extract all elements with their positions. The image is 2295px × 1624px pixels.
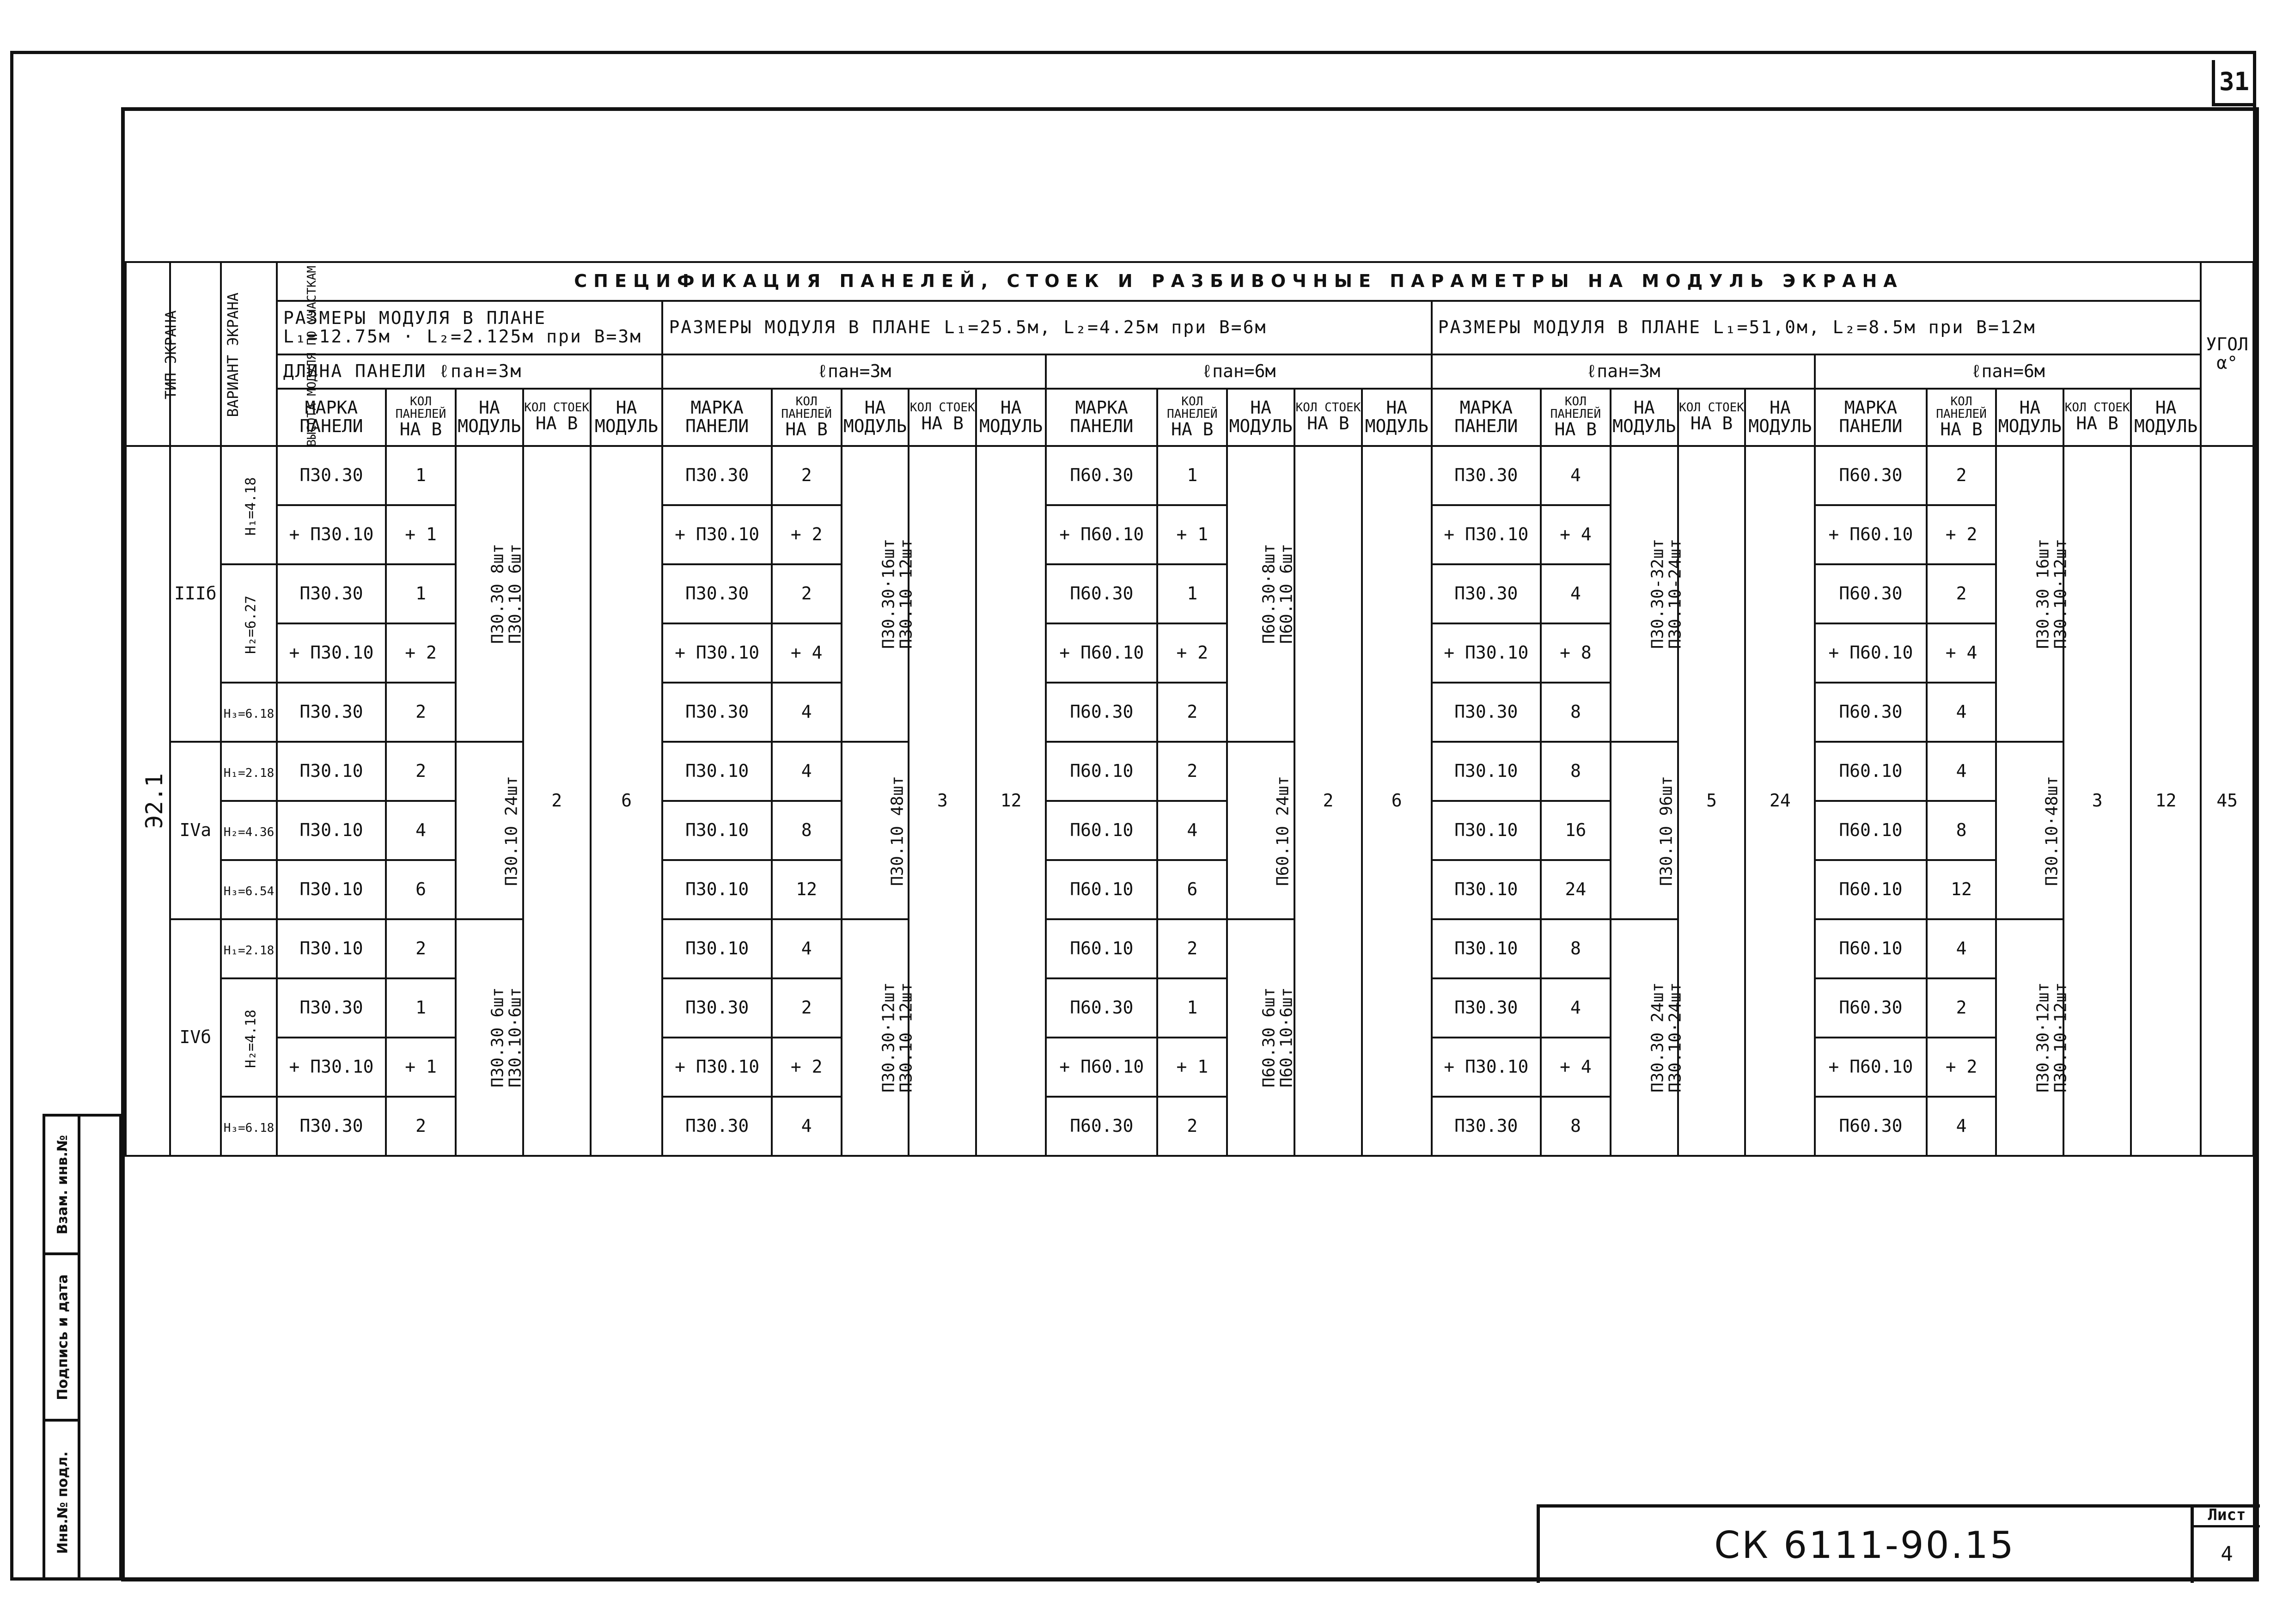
stoyki-na-b-g5: 3 bbox=[2063, 446, 2131, 1156]
stoyki-na-modul-g1: 6 bbox=[591, 446, 663, 1156]
kol-na-b-cell: 4 bbox=[772, 683, 842, 742]
marka-cell: П30.30 bbox=[277, 683, 386, 742]
kol-na-b-cell: + 4 bbox=[772, 623, 842, 683]
marka-cell: П60.10 bbox=[1046, 860, 1157, 919]
height-0-0 bbox=[221, 446, 277, 564]
stoyki-na-b-g4: 5 bbox=[1678, 446, 1746, 1156]
kol-pan-na-b-g1 bbox=[386, 389, 456, 446]
marka-cell: П60.30 bbox=[1815, 683, 1926, 742]
sheet-label: Лист bbox=[2194, 1504, 2260, 1527]
stoyki-na-modul-g5: 12 bbox=[2131, 446, 2201, 1156]
side-stamp bbox=[43, 1114, 122, 1581]
header-angle-col: УГОЛ α° bbox=[2201, 262, 2253, 446]
modul-b: П30.10·6шт bbox=[506, 987, 525, 1088]
stoyki-na-modul-g4: 24 bbox=[1745, 446, 1815, 1156]
modul-text bbox=[1261, 988, 1296, 1088]
modul-a: П30.10·48шт bbox=[2042, 775, 2062, 886]
kol-na-b-cell: + 2 bbox=[772, 1038, 842, 1097]
modul-text bbox=[1649, 539, 1684, 649]
kol-na-b-cell: 2 bbox=[1157, 742, 1227, 801]
kol-na-b-cell: 2 bbox=[1927, 446, 1996, 505]
height-text: H₂=4.18 bbox=[243, 1009, 259, 1068]
kol-st-na-b-g1 bbox=[523, 389, 591, 446]
group2-header: РАЗМЕРЫ МОДУЛЯ В ПЛАНЕ L₁=25.5м, L₂=4.25м при В=6м bbox=[662, 301, 1431, 354]
kol-na-b-cell: 1 bbox=[1157, 978, 1227, 1038]
kol-na-b-cell: 2 bbox=[386, 683, 456, 742]
marka-cell: П60.30 bbox=[1046, 1097, 1157, 1156]
kol-st-na-b-g3 bbox=[1294, 389, 1362, 446]
stamp-podpis-data: Подпись и дата bbox=[45, 1255, 80, 1422]
angle-value: 45 bbox=[2201, 446, 2253, 1156]
marka-cell: П30.10 bbox=[277, 742, 386, 801]
modul-b: П60.10·6шт bbox=[1277, 987, 1296, 1088]
na-b-label: НА В bbox=[399, 419, 442, 440]
stoyki-na-b-g2: 3 bbox=[909, 446, 976, 1156]
kol-na-b-cell: 2 bbox=[772, 564, 842, 623]
modul-g1-2 bbox=[456, 919, 523, 1156]
kol-stoek-label-g1: КОЛ СТОЕК bbox=[524, 401, 590, 415]
kol-na-b-cell: 2 bbox=[1157, 683, 1227, 742]
kol-na-b-cell: 8 bbox=[1927, 801, 1996, 860]
kol-na-b-cell: 2 bbox=[386, 1097, 456, 1156]
modul-g5-0 bbox=[1996, 446, 2070, 742]
modul-a: П30.30-32шт bbox=[1648, 538, 1667, 649]
kol-na-b-cell: 8 bbox=[772, 801, 842, 860]
kol-stoek-label-g4: КОЛ СТОЕК bbox=[1679, 401, 1744, 415]
marka-header-g5: МАРКА ПАНЕЛИ bbox=[1815, 389, 1926, 446]
modul-a: П30.30 24шт bbox=[1648, 982, 1667, 1093]
height-text: H₁=2.18 bbox=[223, 944, 275, 958]
kol-na-b-cell: 2 bbox=[1927, 978, 1996, 1038]
marka-cell: П60.10 bbox=[1815, 742, 1926, 801]
group3-header: РАЗМЕРЫ МОДУЛЯ В ПЛАНЕ L₁=51,0м, L₂=8.5м при В=12м bbox=[1432, 301, 2201, 354]
height-1-0 bbox=[221, 742, 277, 801]
kol-na-b-cell: 8 bbox=[1541, 919, 1611, 978]
marka-cell: П60.10 bbox=[1815, 860, 1926, 919]
marka-cell: П30.30 bbox=[277, 564, 386, 623]
variant-name-2: IVб bbox=[170, 919, 221, 1156]
marka-cell: П60.10 bbox=[1046, 801, 1157, 860]
modul-b: П30.10·12шт bbox=[2051, 982, 2070, 1093]
marka-cell: + П30.10 bbox=[1432, 623, 1541, 683]
kol-na-b-cell: + 2 bbox=[772, 505, 842, 564]
kol-na-b-cell: 8 bbox=[1541, 742, 1611, 801]
marka-cell: П60.10 bbox=[1046, 742, 1157, 801]
marka-cell: П60.30 bbox=[1815, 564, 1926, 623]
modul-b: П30.10 6шт bbox=[506, 543, 525, 644]
marka-cell: П60.10 bbox=[1815, 801, 1926, 860]
modul-text bbox=[880, 983, 915, 1093]
marka-cell: П60.30 bbox=[1815, 1097, 1926, 1156]
kol-st-na-modul-g5: НА МОДУЛЬ bbox=[2131, 389, 2201, 446]
modul-text bbox=[889, 776, 906, 886]
na-b-label: НА В bbox=[1690, 413, 1733, 433]
kol-na-b-cell: + 1 bbox=[386, 1038, 456, 1097]
kol-na-b-cell: 16 bbox=[1541, 801, 1611, 860]
kol-na-b-cell: 2 bbox=[772, 446, 842, 505]
modul-g2-1 bbox=[842, 742, 909, 919]
na-b-label: НА В bbox=[535, 413, 578, 433]
marka-cell: П30.30 bbox=[1432, 564, 1541, 623]
kol-na-b-cell: + 2 bbox=[1157, 623, 1227, 683]
marka-cell: + П60.10 bbox=[1815, 1038, 1926, 1097]
kol-st-na-modul-g4: НА МОДУЛЬ bbox=[1745, 389, 1815, 446]
type-value bbox=[126, 446, 170, 1156]
marka-cell: П30.10 bbox=[662, 919, 771, 978]
table-title: СПЕЦИФИКАЦИЯ ПАНЕЛЕЙ, СТОЕК И РАЗБИВОЧНЫЕ ПАРАМЕТРЫ НА МОДУЛЬ ЭКРАНА bbox=[277, 262, 2201, 301]
marka-cell: П60.30 bbox=[1815, 446, 1926, 505]
kol-st-na-b-g4 bbox=[1678, 389, 1746, 446]
marka-cell: П60.30 bbox=[1046, 978, 1157, 1038]
modul-text bbox=[2044, 776, 2061, 886]
modul-a: П30.30 6шт bbox=[488, 987, 507, 1088]
modul-b: П30.10-24шт bbox=[1666, 538, 1685, 649]
modul-a: П30.30·12шт bbox=[2033, 982, 2053, 1093]
modul-a: П30.30·12шт bbox=[879, 982, 898, 1093]
header-type-col: ТИП ЭКРАНА bbox=[126, 262, 170, 446]
modul-text bbox=[2035, 539, 2070, 649]
marka-cell: + П30.10 bbox=[277, 1038, 386, 1097]
na-b-label: НА В bbox=[2076, 413, 2118, 433]
modul-g5-2 bbox=[1996, 919, 2070, 1156]
modul-text bbox=[489, 988, 525, 1088]
modul-text bbox=[1658, 776, 1675, 886]
kol-na-b-cell: 4 bbox=[1541, 978, 1611, 1038]
height-text: H₁=4.18 bbox=[243, 477, 259, 536]
height-2-1 bbox=[221, 978, 277, 1097]
kol-na-b-cell: 24 bbox=[1541, 860, 1611, 919]
marka-cell: П30.30 bbox=[1432, 683, 1541, 742]
na-b-label: НА В bbox=[1307, 413, 1349, 433]
kol-pan-na-modul-g1: НА МОДУЛЬ bbox=[456, 389, 523, 446]
marka-cell: П30.10 bbox=[1432, 801, 1541, 860]
modul-b: П30.10 12шт bbox=[896, 982, 916, 1093]
height-1-1 bbox=[221, 801, 277, 860]
marka-cell: П30.30 bbox=[277, 978, 386, 1038]
variant-name-1: IVа bbox=[170, 742, 221, 919]
kol-stoek-label-g3: КОЛ СТОЕК bbox=[1295, 401, 1361, 415]
kol-na-b-cell: 4 bbox=[772, 919, 842, 978]
modul-text bbox=[1261, 544, 1296, 644]
len-g3: ℓпан=6м bbox=[1046, 354, 1432, 389]
modul-g2-0 bbox=[842, 446, 916, 742]
marka-cell: П30.10 bbox=[1432, 742, 1541, 801]
marka-cell: П30.10 bbox=[662, 860, 771, 919]
kol-pan-na-b-g5 bbox=[1927, 389, 1996, 446]
marka-cell: + П30.10 bbox=[662, 623, 771, 683]
kol-na-b-cell: 2 bbox=[1157, 919, 1227, 978]
stoyki-na-b-g3: 2 bbox=[1294, 446, 1362, 1156]
marka-cell: + П60.10 bbox=[1046, 623, 1157, 683]
kol-na-b-cell: + 2 bbox=[1927, 505, 1996, 564]
kol-na-b-cell: + 4 bbox=[1541, 505, 1611, 564]
top-sheet-number: 31 bbox=[2212, 60, 2253, 106]
kol-stoek-label-g5: КОЛ СТОЕК bbox=[2064, 401, 2130, 415]
header-variant-col: ВАРИАНТ ЭКРАНА bbox=[170, 262, 221, 446]
kol-na-b-cell: 6 bbox=[386, 860, 456, 919]
modul-text bbox=[1649, 983, 1684, 1093]
marka-cell: + П30.10 bbox=[662, 1038, 771, 1097]
kol-na-b-cell: + 4 bbox=[1927, 623, 1996, 683]
modul-a: П60.30·8шт bbox=[1259, 543, 1279, 644]
kol-na-b-cell: 12 bbox=[1927, 860, 1996, 919]
kol-pan-na-b-g2 bbox=[772, 389, 842, 446]
kol-na-b-cell: + 2 bbox=[1927, 1038, 1996, 1097]
kol-na-b-cell: 4 bbox=[1541, 564, 1611, 623]
height-0-2 bbox=[221, 683, 277, 742]
kol-paneley-label-g4: КОЛ ПАНЕЛЕЙ bbox=[1550, 394, 1601, 421]
kol-paneley-label-g1: КОЛ ПАНЕЛЕЙ bbox=[395, 394, 446, 421]
height-2-2 bbox=[221, 1097, 277, 1156]
marka-cell: П30.30 bbox=[662, 683, 771, 742]
kol-st-na-b-g5 bbox=[2063, 389, 2131, 446]
modul-b: П30.10·12шт bbox=[2051, 538, 2070, 649]
marka-cell: + П30.10 bbox=[277, 505, 386, 564]
kol-na-b-cell: 1 bbox=[1157, 564, 1227, 623]
marka-cell: П30.10 bbox=[1432, 860, 1541, 919]
kol-pan-na-b-g3 bbox=[1157, 389, 1227, 446]
modul-g3-0 bbox=[1227, 446, 1294, 742]
modul-g4-1 bbox=[1611, 742, 1678, 919]
modul-a: П30.30 16шт bbox=[2033, 538, 2053, 649]
modul-g3-1 bbox=[1227, 742, 1294, 919]
kol-na-b-cell: 4 bbox=[1927, 1097, 1996, 1156]
marka-cell: П60.10 bbox=[1815, 919, 1926, 978]
modul-b: П60.10 6шт bbox=[1277, 543, 1296, 644]
modul-a: П30.10 48шт bbox=[887, 775, 907, 886]
stoyki-na-modul-g3: 6 bbox=[1362, 446, 1432, 1156]
marka-cell: П30.10 bbox=[1432, 919, 1541, 978]
height-0-1 bbox=[221, 564, 277, 683]
modul-a: П60.10 24шт bbox=[1273, 775, 1293, 886]
marka-cell: П30.30 bbox=[277, 446, 386, 505]
kol-na-b-cell: 2 bbox=[1157, 1097, 1227, 1156]
modul-b: П30.10 12шт bbox=[896, 538, 916, 649]
modul-g1-0 bbox=[456, 446, 523, 742]
len-g1: ДЛИНА ПАНЕЛИ ℓпан=3м bbox=[277, 354, 663, 389]
kol-na-b-cell: 12 bbox=[772, 860, 842, 919]
kol-pan-na-modul-g4: НА МОДУЛЬ bbox=[1611, 389, 1678, 446]
kol-na-b-cell: 1 bbox=[386, 564, 456, 623]
sheet-cell bbox=[2191, 1504, 2260, 1583]
kol-na-b-cell: 4 bbox=[386, 801, 456, 860]
type-value-text: Э2.1 bbox=[140, 773, 168, 829]
na-b-label: НА В bbox=[921, 413, 964, 433]
kol-na-b-cell: + 2 bbox=[386, 623, 456, 683]
modul-g1-1 bbox=[456, 742, 523, 919]
height-text: H₁=2.18 bbox=[223, 766, 275, 781]
modul-g3-2 bbox=[1227, 919, 1294, 1156]
kol-na-b-cell: 4 bbox=[772, 742, 842, 801]
stoyki-na-b-g1: 2 bbox=[523, 446, 591, 1156]
height-2-0 bbox=[221, 919, 277, 978]
kol-st-na-modul-g1: НА МОДУЛЬ bbox=[591, 389, 663, 446]
kol-pan-na-modul-g5: НА МОДУЛЬ bbox=[1996, 389, 2063, 446]
kol-na-b-cell: 2 bbox=[772, 978, 842, 1038]
modul-a: П30.30 8шт bbox=[488, 543, 507, 644]
kol-na-b-cell: 8 bbox=[1541, 1097, 1611, 1156]
modul-a: П30.10 96шт bbox=[1657, 775, 1676, 886]
kol-st-na-modul-g2: НА МОДУЛЬ bbox=[976, 389, 1046, 446]
kol-na-b-cell: + 1 bbox=[386, 505, 456, 564]
kol-na-b-cell: 4 bbox=[1927, 742, 1996, 801]
len-g2: ℓпан=3м bbox=[662, 354, 1046, 389]
height-text: H₂=4.36 bbox=[223, 825, 275, 840]
modul-a: П30.30·16шт bbox=[879, 538, 898, 649]
kol-na-b-cell: 2 bbox=[386, 919, 456, 978]
kol-st-na-modul-g3: НА МОДУЛЬ bbox=[1362, 389, 1432, 446]
kol-na-b-cell: 4 bbox=[1927, 683, 1996, 742]
kol-na-b-cell: 2 bbox=[1927, 564, 1996, 623]
modul-text bbox=[489, 544, 525, 644]
modul-g5-1 bbox=[1996, 742, 2063, 919]
kol-na-b-cell: 2 bbox=[386, 742, 456, 801]
marka-cell: П60.30 bbox=[1046, 683, 1157, 742]
kol-na-b-cell: 1 bbox=[386, 446, 456, 505]
marka-cell: + П30.10 bbox=[662, 505, 771, 564]
stamp-vzam-inv: Взам. инв.№ bbox=[45, 1117, 80, 1255]
header-height-col: ВЫСОТА МОДУЛЯ ПО УЧАСТКАМ bbox=[221, 262, 277, 446]
marka-header-g2: МАРКА ПАНЕЛИ bbox=[662, 389, 771, 446]
kol-na-b-cell: + 4 bbox=[1541, 1038, 1611, 1097]
kol-na-b-cell: + 1 bbox=[1157, 505, 1227, 564]
height-text: H₃=6.54 bbox=[223, 885, 275, 899]
marka-cell: П30.30 bbox=[277, 1097, 386, 1156]
marka-cell: П30.30 bbox=[662, 978, 771, 1038]
marka-cell: П30.10 bbox=[277, 801, 386, 860]
sheet-value: 4 bbox=[2221, 1542, 2233, 1566]
modul-text bbox=[503, 776, 520, 886]
marka-cell: П30.30 bbox=[662, 564, 771, 623]
kol-na-b-cell: 6 bbox=[1157, 860, 1227, 919]
kol-na-b-cell: 4 bbox=[1927, 919, 1996, 978]
kol-paneley-label-g2: КОЛ ПАНЕЛЕЙ bbox=[781, 394, 832, 421]
modul-b: П30.10·24шт bbox=[1666, 982, 1685, 1093]
height-text: H₃=6.18 bbox=[223, 1121, 275, 1136]
kol-st-na-b-g2 bbox=[909, 389, 976, 446]
height-text: H₃=6.18 bbox=[223, 707, 275, 721]
marka-cell: П30.30 bbox=[662, 446, 771, 505]
kol-pan-na-modul-g2: НА МОДУЛЬ bbox=[842, 389, 909, 446]
marka-cell: П30.30 bbox=[1432, 1097, 1541, 1156]
height-1-2 bbox=[221, 860, 277, 919]
marka-header-g4: МАРКА ПАНЕЛИ bbox=[1432, 389, 1541, 446]
marka-cell: + П60.10 bbox=[1815, 623, 1926, 683]
na-b-label: НА В bbox=[1171, 419, 1214, 440]
na-b-label: НА В bbox=[1554, 419, 1597, 440]
kol-na-b-cell: + 8 bbox=[1541, 623, 1611, 683]
marka-cell: П60.30 bbox=[1815, 978, 1926, 1038]
kol-paneley-label-g5: КОЛ ПАНЕЛЕЙ bbox=[1936, 394, 1987, 421]
len-g5: ℓпан=6м bbox=[1815, 354, 2201, 389]
kol-na-b-cell: 8 bbox=[1541, 683, 1611, 742]
marka-cell: + П30.10 bbox=[277, 623, 386, 683]
marka-cell: + П60.10 bbox=[1046, 505, 1157, 564]
modul-a: П60.30 6шт bbox=[1259, 987, 1279, 1088]
modul-text bbox=[2035, 983, 2070, 1093]
na-b-label: НА В bbox=[785, 419, 828, 440]
document-code: СК 6111-90.15 bbox=[1714, 1523, 2015, 1567]
marka-cell: П30.10 bbox=[277, 860, 386, 919]
modul-g2-2 bbox=[842, 919, 916, 1156]
stamp-inv-podl: Инв.№ подл. bbox=[55, 1451, 71, 1554]
spec-table bbox=[125, 261, 2254, 1157]
kol-stoek-label-g2: КОЛ СТОЕК bbox=[909, 401, 975, 415]
marka-cell: П30.10 bbox=[277, 919, 386, 978]
marka-header-g1: МАРКА ПАНЕЛИ bbox=[277, 389, 386, 446]
marka-cell: П30.10 bbox=[662, 801, 771, 860]
marka-cell: + П30.10 bbox=[1432, 505, 1541, 564]
marka-cell: + П60.10 bbox=[1815, 505, 1926, 564]
marka-cell: + П60.10 bbox=[1046, 1038, 1157, 1097]
height-text: H₂=6.27 bbox=[243, 595, 259, 654]
variant-name-0: IIIб bbox=[170, 446, 221, 742]
modul-a: П30.10 24шт bbox=[502, 775, 521, 886]
modul-text bbox=[1275, 776, 1292, 886]
stoyki-na-modul-g2: 12 bbox=[976, 446, 1046, 1156]
len-g4: ℓпан=3м bbox=[1432, 354, 1815, 389]
kol-na-b-cell: 4 bbox=[1541, 446, 1611, 505]
marka-header-g3: МАРКА ПАНЕЛИ bbox=[1046, 389, 1157, 446]
kol-na-b-cell: + 1 bbox=[1157, 1038, 1227, 1097]
marka-cell: П30.30 bbox=[662, 1097, 771, 1156]
kol-na-b-cell: 1 bbox=[386, 978, 456, 1038]
kol-pan-na-b-g4 bbox=[1541, 389, 1611, 446]
na-b-label: НА В bbox=[1940, 419, 1983, 440]
marka-cell: П30.30 bbox=[1432, 446, 1541, 505]
marka-cell: П60.30 bbox=[1046, 564, 1157, 623]
modul-g4-2 bbox=[1611, 919, 1685, 1156]
kol-na-b-cell: 4 bbox=[772, 1097, 842, 1156]
kol-paneley-label-g3: КОЛ ПАНЕЛЕЙ bbox=[1167, 394, 1218, 421]
marka-cell: П60.10 bbox=[1046, 919, 1157, 978]
kol-pan-na-modul-g3: НА МОДУЛЬ bbox=[1227, 389, 1294, 446]
modul-text bbox=[880, 539, 915, 649]
kol-na-b-cell: 1 bbox=[1157, 446, 1227, 505]
modul-g4-0 bbox=[1611, 446, 1685, 742]
marka-cell: П30.30 bbox=[1432, 978, 1541, 1038]
marka-cell: П60.30 bbox=[1046, 446, 1157, 505]
marka-cell: П30.10 bbox=[662, 742, 771, 801]
marka-cell: + П30.10 bbox=[1432, 1038, 1541, 1097]
group1-header: РАЗМЕРЫ МОДУЛЯ В ПЛАНЕ L₁=12.75м · L₂=2.125м при В=3м bbox=[277, 301, 663, 354]
kol-na-b-cell: 4 bbox=[1157, 801, 1227, 860]
